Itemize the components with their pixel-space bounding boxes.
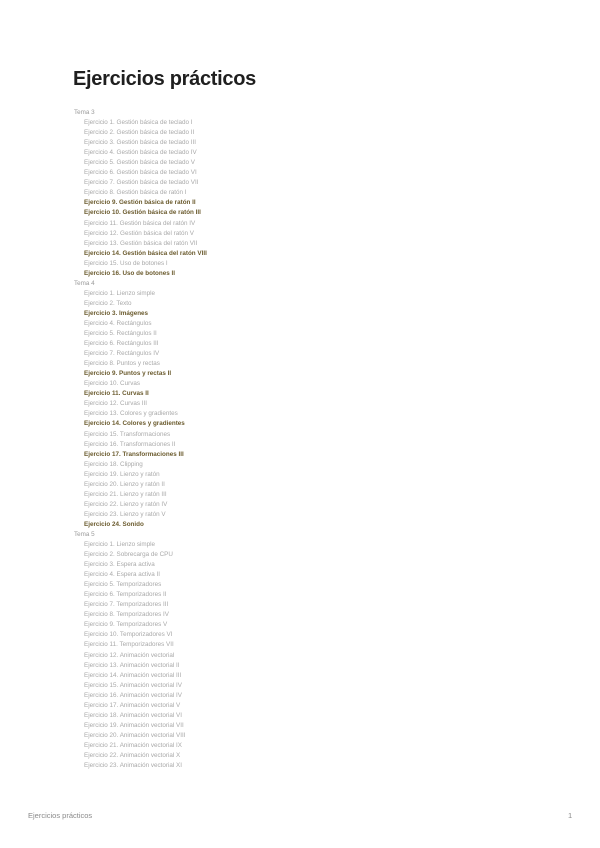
toc-link[interactable]: Ejercicio 7. Gestión básica de teclado VII <box>84 179 199 187</box>
toc-link[interactable]: Ejercicio 5. Gestión básica de teclado V <box>84 159 195 167</box>
toc-link[interactable]: Ejercicio 22. Lienzo y ratón IV <box>84 500 168 508</box>
toc-link[interactable]: Ejercicio 11. Curvas II <box>84 390 149 398</box>
toc-link[interactable]: Ejercicio 15. Uso de botones I <box>84 259 168 267</box>
toc-link[interactable]: Ejercicio 16. Transformaciones II <box>84 440 176 448</box>
toc-link[interactable]: Ejercicio 15. Animación vectorial IV <box>84 681 182 689</box>
section-heading: Tema 4 <box>74 279 95 287</box>
toc-link[interactable]: Ejercicio 9. Puntos y rectas II <box>84 370 172 378</box>
toc-link[interactable]: Ejercicio 18. Clipping <box>84 460 143 468</box>
toc-link[interactable]: Ejercicio 17. Transformaciones III <box>84 450 184 458</box>
toc-link[interactable]: Ejercicio 16. Animación vectorial IV <box>84 691 182 699</box>
toc-link[interactable]: Ejercicio 4. Rectángulos <box>84 319 152 327</box>
toc-link[interactable]: Ejercicio 10. Curvas <box>84 380 140 388</box>
toc-link[interactable]: Ejercicio 2. Gestión básica de teclado II <box>84 129 195 137</box>
toc-link[interactable]: Ejercicio 2. Sobrecarga de CPU <box>84 551 173 559</box>
table-of-contents <box>74 108 554 771</box>
toc-link[interactable]: Ejercicio 12. Animación vectorial <box>84 651 175 659</box>
toc-link[interactable]: Ejercicio 4. Gestión básica de teclado IV <box>84 149 197 157</box>
toc-link[interactable]: Ejercicio 1. Lienzo simple <box>84 289 156 297</box>
toc-link[interactable]: Ejercicio 10. Temporizadores VI <box>84 631 173 639</box>
toc-link[interactable]: Ejercicio 7. Temporizadores III <box>84 601 169 609</box>
toc-link[interactable]: Ejercicio 9. Temporizadores V <box>84 621 168 629</box>
toc-link[interactable]: Ejercicio 17. Animación vectorial V <box>84 701 181 709</box>
toc-link[interactable]: Ejercicio 11. Temporizadores VII <box>84 641 174 649</box>
toc-link[interactable]: Ejercicio 23. Animación vectorial XI <box>84 762 182 770</box>
toc-link[interactable]: Ejercicio 13. Gestión básica del ratón VII <box>84 239 198 247</box>
toc-link[interactable]: Ejercicio 14. Gestión básica del ratón VIII <box>84 249 207 257</box>
footer-page-number: 1 <box>568 811 573 820</box>
toc-link[interactable]: Ejercicio 20. Animación vectorial VIII <box>84 731 186 739</box>
toc-link[interactable]: Ejercicio 19. Animación vectorial VII <box>84 721 184 729</box>
toc-link[interactable]: Ejercicio 21. Lienzo y ratón III <box>84 490 167 498</box>
toc-link[interactable]: Ejercicio 12. Curvas III <box>84 400 147 408</box>
toc-link[interactable]: Ejercicio 1. Lienzo simple <box>84 541 156 549</box>
toc-link[interactable]: Ejercicio 19. Lienzo y ratón <box>84 470 160 478</box>
toc-link[interactable]: Ejercicio 4. Espera activa II <box>84 571 160 579</box>
toc-link[interactable]: Ejercicio 14. Animación vectorial III <box>84 671 182 679</box>
toc-link[interactable]: Ejercicio 24. Sonido <box>84 520 144 528</box>
toc-link[interactable]: Ejercicio 7. Rectángulos IV <box>84 350 160 358</box>
toc-link[interactable]: Ejercicio 12. Gestión básica del ratón V <box>84 229 194 237</box>
toc-link[interactable]: Ejercicio 15. Transformaciones <box>84 430 171 438</box>
toc-link[interactable]: Ejercicio 16. Uso de botones II <box>84 269 175 277</box>
footer-document-title: Ejercicios prácticos <box>28 811 93 820</box>
toc-link[interactable]: Ejercicio 8. Gestión básica de ratón I <box>84 189 187 197</box>
toc-link[interactable]: Ejercicio 23. Lienzo y ratón V <box>84 510 166 518</box>
toc-link[interactable]: Ejercicio 3. Imágenes <box>84 309 149 317</box>
toc-link[interactable]: Ejercicio 22. Animación vectorial X <box>84 752 181 759</box>
toc-link[interactable]: Ejercicio 20. Lienzo y ratón II <box>84 480 165 488</box>
toc-link[interactable]: Ejercicio 14. Colores y gradientes <box>84 420 185 428</box>
toc-link[interactable]: Ejercicio 18. Animación vectorial VI <box>84 711 182 719</box>
section-heading: Tema 3 <box>74 109 95 116</box>
toc-link[interactable]: Ejercicio 5. Temporizadores <box>84 581 162 589</box>
toc-link[interactable]: Ejercicio 2. Texto <box>84 299 132 307</box>
toc-link[interactable]: Ejercicio 1. Gestión básica de teclado I <box>84 119 193 127</box>
section-heading: Tema 5 <box>74 530 95 538</box>
toc-link[interactable]: Ejercicio 11. Gestión básica del ratón IV <box>84 219 196 227</box>
toc-link[interactable]: Ejercicio 13. Colores y gradientes <box>84 410 178 418</box>
toc-link[interactable]: Ejercicio 8. Temporizadores IV <box>84 611 169 619</box>
toc-link[interactable]: Ejercicio 8. Puntos y rectas <box>84 360 160 368</box>
page-title: Ejercicios prácticos <box>73 68 256 90</box>
toc-link[interactable]: Ejercicio 5. Rectángulos II <box>84 330 157 338</box>
toc-link[interactable]: Ejercicio 6. Temporizadores II <box>84 591 167 599</box>
toc-link[interactable]: Ejercicio 6. Rectángulos III <box>84 340 159 348</box>
toc-link[interactable]: Ejercicio 6. Gestión básica de teclado VI <box>84 169 197 177</box>
toc-link[interactable]: Ejercicio 3. Espera activa <box>84 561 155 569</box>
toc-link[interactable]: Ejercicio 3. Gestión básica de teclado III <box>84 139 197 147</box>
toc-link[interactable]: Ejercicio 13. Animación vectorial II <box>84 661 180 669</box>
toc-link[interactable]: Ejercicio 21. Animación vectorial IX <box>84 741 182 749</box>
toc-link[interactable]: Ejercicio 10. Gestión básica de ratón III <box>84 209 201 217</box>
toc-link[interactable]: Ejercicio 9. Gestión básica de ratón II <box>84 199 196 207</box>
